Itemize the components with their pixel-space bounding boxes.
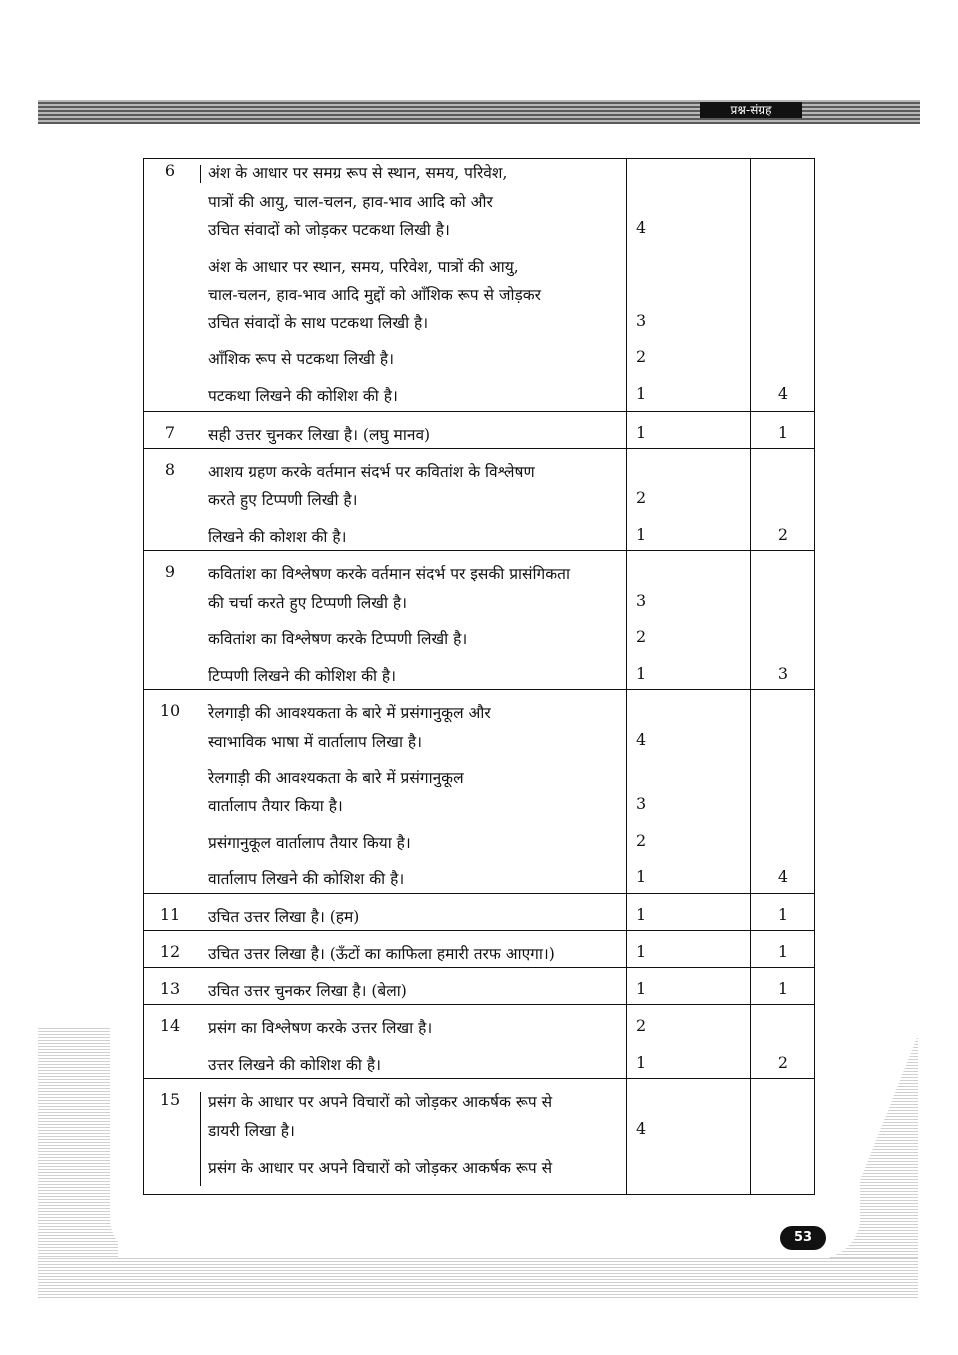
question-number: 7: [164, 423, 176, 442]
total-mark: 1: [777, 979, 789, 998]
criterion-text: आँशिक रूप से पटकथा लिखी है।: [208, 350, 395, 368]
criterion-text: उचित संवादों के साथ पटकथा लिखी है।: [208, 314, 429, 332]
table-row: [144, 411, 814, 449]
criterion-mark: 1: [636, 905, 647, 924]
table-row: [144, 930, 814, 968]
criterion-text: कवितांश का विश्लेषण करके टिप्पणी लिखी है।: [208, 630, 468, 648]
criterion-text: आशय ग्रहण करके वर्तमान संदर्भ पर कवितांश के विश्लेषण: [208, 463, 535, 481]
criterion-text: कवितांश का विश्लेषण करके वर्तमान संदर्भ पर इसकी प्रासंगिकता: [208, 565, 571, 583]
margin-tick: [200, 165, 201, 183]
criterion-mark: 2: [636, 347, 647, 366]
table-row: [144, 689, 814, 894]
criterion-text: प्रसंगानुकूल वार्तालाप तैयार किया है।: [208, 834, 411, 852]
criterion-text: करते हुए टिप्पणी लिखी है।: [208, 491, 358, 509]
marking-scheme-table: [143, 158, 815, 1195]
total-mark: 1: [777, 423, 789, 442]
criterion-mark: 4: [636, 218, 647, 237]
decorative-stripes-bottom: [38, 1258, 918, 1298]
question-number: 15: [159, 1090, 181, 1109]
criterion-text: लिखने की कोशश की है।: [208, 528, 347, 546]
criterion-text: वार्तालाप लिखने की कोशिश की है।: [208, 870, 405, 888]
criterion-mark: 1: [636, 867, 647, 886]
question-number: 12: [159, 942, 181, 961]
criterion-mark: 1: [636, 525, 647, 544]
criterion-mark: 1: [636, 423, 647, 442]
page-number: 53: [780, 1226, 826, 1250]
criterion-text: पटकथा लिखने की कोशिश की है।: [208, 387, 398, 405]
criterion-text: चाल-चलन, हाव-भाव आदि मुद्दों को आँशिक रूप से जोड़कर: [208, 286, 541, 304]
total-mark: 2: [777, 525, 789, 544]
criterion-mark: 2: [636, 1016, 647, 1035]
table-row: [144, 1078, 814, 1196]
criterion-mark: 1: [636, 1053, 647, 1072]
criterion-mark: 1: [636, 979, 647, 998]
question-number: 13: [159, 979, 181, 998]
criterion-text: प्रसंग के आधार पर अपने विचारों को जोड़कर आकर्षक रूप से: [208, 1093, 553, 1111]
question-number: 11: [159, 905, 181, 924]
criterion-text: वार्तालाप तैयार किया है।: [208, 797, 343, 815]
criterion-text: की चर्चा करते हुए टिप्पणी लिखी है।: [208, 594, 408, 612]
criterion-text: डायरी लिखा है।: [208, 1122, 295, 1140]
criterion-mark: 1: [636, 384, 647, 403]
criterion-mark: 3: [636, 311, 647, 330]
table-row: [144, 1004, 814, 1079]
criterion-mark: 3: [636, 591, 647, 610]
criterion-mark: 2: [636, 831, 647, 850]
criterion-mark: 1: [636, 942, 647, 961]
criterion-text: उचित उत्तर लिखा है। (हम): [208, 908, 360, 926]
criterion-mark: 3: [636, 794, 647, 813]
criterion-text: अंश के आधार पर समग्र रूप से स्थान, समय, परिवेश,: [208, 164, 508, 182]
criterion-text: अंश के आधार पर स्थान, समय, परिवेश, पात्रों की आयु,: [208, 258, 519, 276]
total-mark: 2: [777, 1053, 789, 1072]
criterion-mark: 4: [636, 1119, 647, 1138]
criterion-text: उचित संवादों को जोड़कर पटकथा लिखी है।: [208, 221, 450, 239]
table-row: [144, 550, 814, 690]
criterion-mark: 2: [636, 627, 647, 646]
total-mark: 4: [777, 867, 789, 886]
criterion-text: उचित उत्तर चुनकर लिखा है। (बेला): [208, 982, 407, 1000]
criterion-text: सही उत्तर चुनकर लिखा है। (लघु मानव): [208, 426, 431, 444]
criterion-text: उचित उत्तर लिखा है। (ऊँटों का काफिला हमारी तरफ आएगा।): [208, 945, 555, 963]
criterion-mark: 4: [636, 730, 647, 749]
table-row: [144, 893, 814, 931]
criterion-text: रेलगाड़ी की आवश्यकता के बारे में प्रसंगानुकूल और: [208, 704, 491, 722]
table-row: [144, 159, 814, 412]
question-number: 6: [164, 161, 176, 180]
margin-tick: [200, 1092, 201, 1186]
question-number: 10: [159, 701, 181, 720]
criterion-mark: 2: [636, 488, 647, 507]
table-row: [144, 967, 814, 1005]
criterion-text: प्रसंग का विश्लेषण करके उत्तर लिखा है।: [208, 1019, 433, 1037]
total-mark: 3: [777, 664, 789, 683]
criterion-text: रेलगाड़ी की आवश्यकता के बारे में प्रसंगानुकूल: [208, 769, 464, 787]
criterion-mark: 1: [636, 664, 647, 683]
header-title: प्रश्न-संग्रह: [730, 103, 772, 117]
question-number: 14: [159, 1016, 181, 1035]
criterion-text: प्रसंग के आधार पर अपने विचारों को जोड़कर आकर्षक रूप से: [208, 1159, 553, 1177]
question-number: 9: [164, 562, 176, 581]
table-row: [144, 448, 814, 551]
criterion-text: उत्तर लिखने की कोशिश की है।: [208, 1056, 381, 1074]
total-mark: 4: [777, 384, 789, 403]
question-number: 8: [164, 460, 176, 479]
criterion-text: स्वाभाविक भाषा में वार्तालाप लिखा है।: [208, 733, 423, 751]
total-mark: 1: [777, 905, 789, 924]
criterion-text: टिप्पणी लिखने की कोशिश की है।: [208, 667, 397, 685]
criterion-text: पात्रों की आयु, चाल-चलन, हाव-भाव आदि को और: [208, 193, 493, 211]
total-mark: 1: [777, 942, 789, 961]
